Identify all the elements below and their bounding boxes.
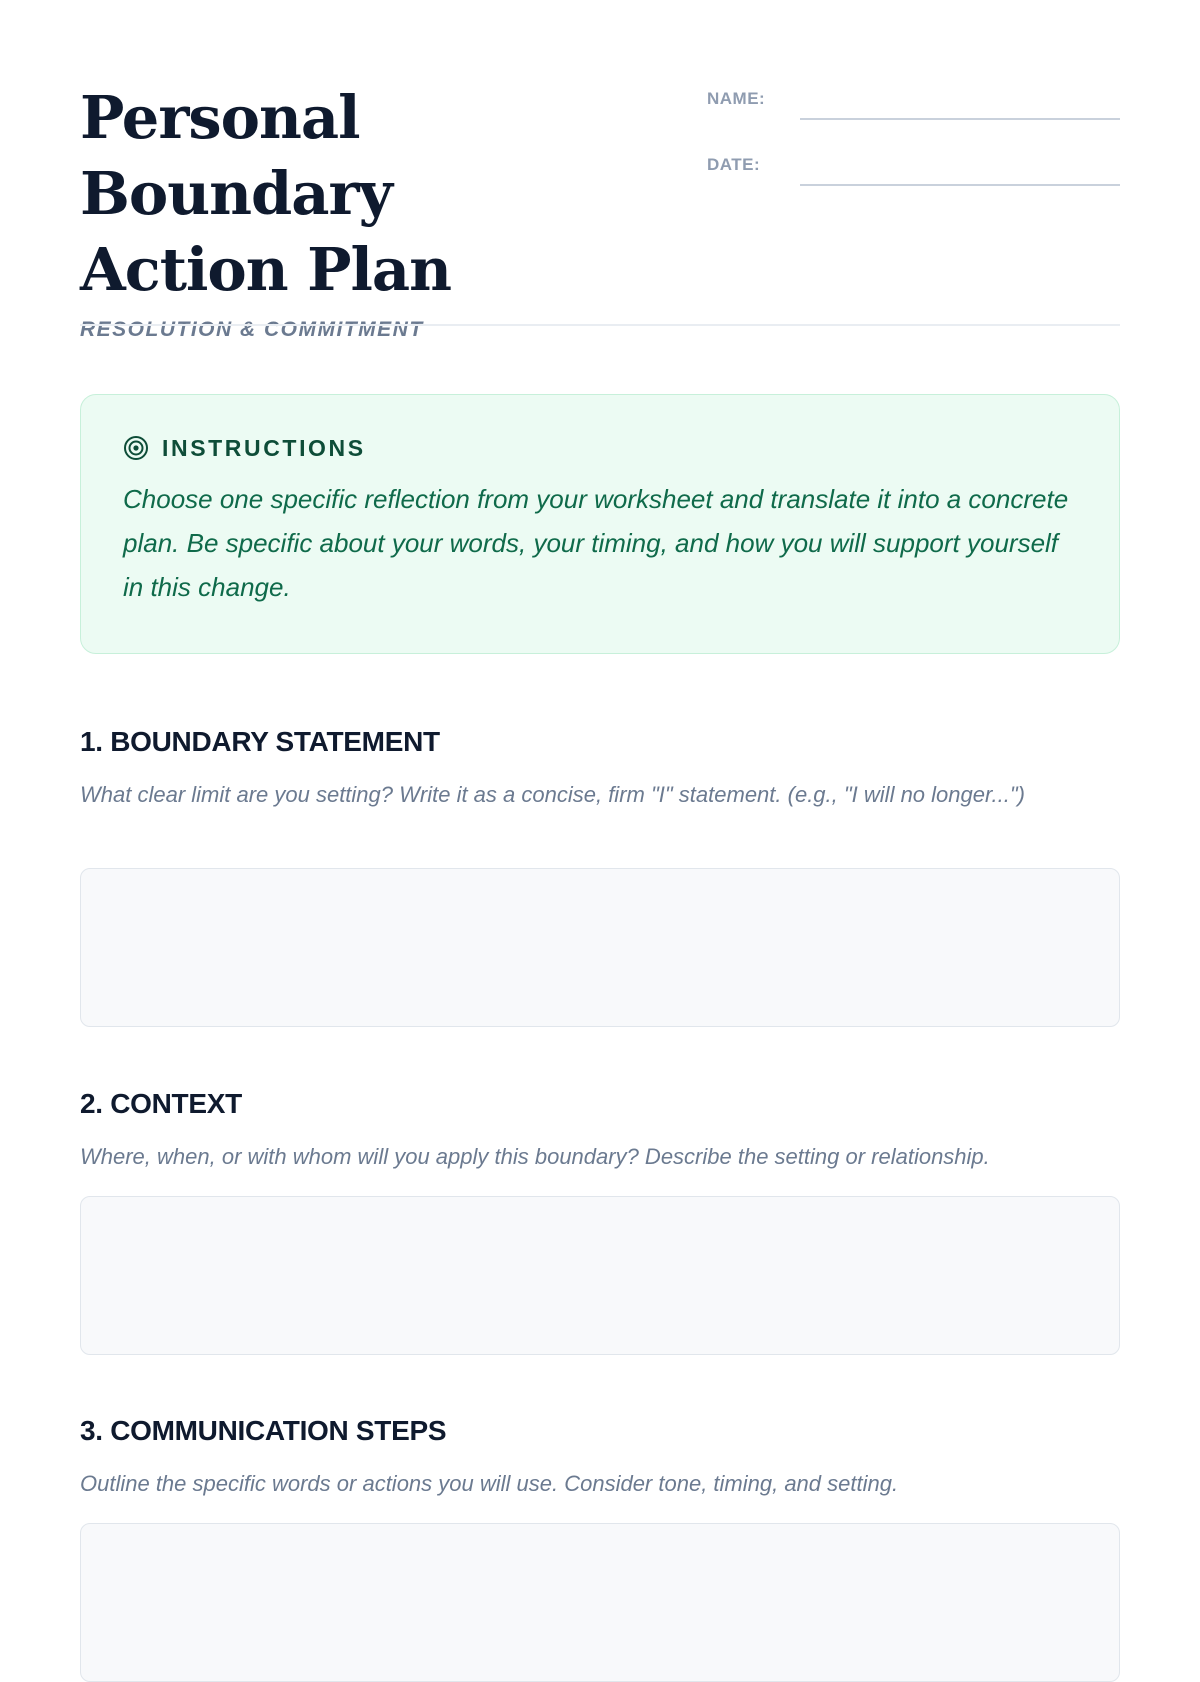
boundary-statement-input[interactable] xyxy=(80,868,1120,1027)
section-boundary-statement xyxy=(80,726,1120,812)
communication-steps-input[interactable] xyxy=(80,1523,1120,1682)
section-description: Outline the specific words or actions you will use. Consider tone, timing, and setting. xyxy=(80,1471,899,1496)
name-field[interactable] xyxy=(800,118,1120,120)
date-field[interactable] xyxy=(800,184,1120,186)
name-label: NAME: xyxy=(707,89,766,108)
page-title xyxy=(80,80,660,308)
instructions-text: Choose one specific reflection from your worksheet and translate it into a concrete plan. Be specific about your words, your timing, and how you will support yourself in this change. xyxy=(123,484,1069,602)
section-description: Where, when, or with whom will you apply this boundary? Describe the setting or relationship. xyxy=(80,1144,990,1169)
context-input[interactable] xyxy=(80,1196,1120,1355)
instructions-box xyxy=(80,394,1120,654)
section-title: 1. BOUNDARY STATEMENT xyxy=(80,726,440,757)
date-label: DATE: xyxy=(707,155,761,174)
header-divider xyxy=(80,324,1120,326)
page-subtitle: RESOLUTION & COMMITMENT xyxy=(80,318,424,341)
instructions-title: INSTRUCTIONS xyxy=(162,434,366,461)
title-block xyxy=(80,80,660,342)
section-description: What clear limit are you setting? Write it as a concise, firm "I" statement. (e.g., "I will no longer...") xyxy=(80,782,1025,807)
header xyxy=(80,80,1120,341)
page-title-line-1: Personal Boundary xyxy=(80,83,392,228)
section-title: 3. COMMUNICATION STEPS xyxy=(80,1415,447,1446)
meta-fields xyxy=(707,80,1120,212)
date-row xyxy=(707,146,1120,212)
page-title-line-2: Action Plan xyxy=(80,235,452,304)
target-icon xyxy=(123,435,149,461)
section-context xyxy=(80,1088,1120,1174)
name-row xyxy=(707,80,1120,146)
worksheet-page xyxy=(80,0,1120,1600)
instructions-header xyxy=(123,433,1077,463)
section-title: 2. CONTEXT xyxy=(80,1088,242,1119)
section-communication-steps xyxy=(80,1415,1120,1501)
